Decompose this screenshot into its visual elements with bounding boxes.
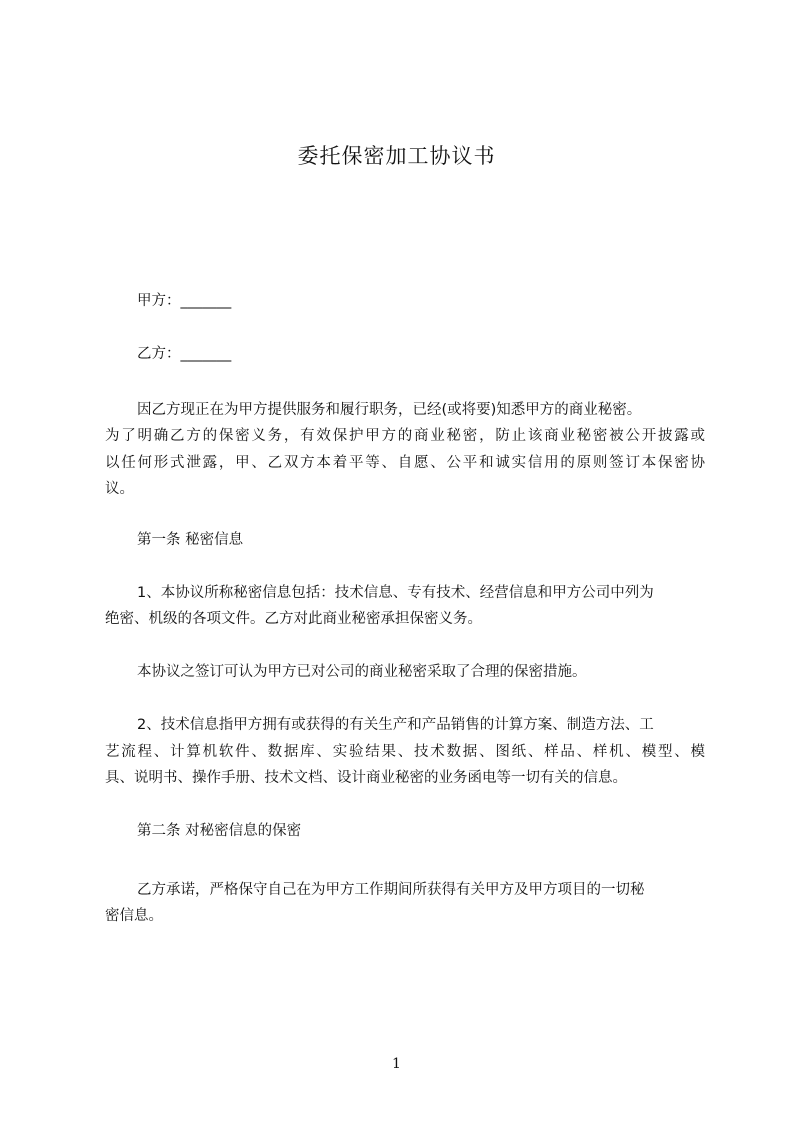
article-1-item-1-line-1: 1、本协议所称秘密信息包括：技术信息、专有技术、经营信息和甲方公司中列为 (137, 585, 654, 601)
document-title: 委托保密加工协议书 (297, 144, 496, 168)
article-1-heading: 第一条 秘密信息 (137, 532, 244, 548)
intro-line-1: 因乙方现正在为甲方提供服务和履行职务，已经(或将要)知悉甲方的商业秘密。 (137, 402, 642, 418)
article-1-item-1-line-2: 绝密、机级的各项文件。乙方对此商业秘密承担保密义务。 (105, 611, 482, 627)
article-1-item-2-line-3: 具、说明书、操作手册、技术文档、设计商业秘密的业务函电等一切有关的信息。 (105, 770, 627, 786)
article-2-paragraph-line-1: 乙方承诺，严格保守自己在为甲方工作期间所获得有关甲方及甲方项目的一切秘 (137, 882, 645, 898)
article-2-paragraph-line-2: 密信息。 (105, 908, 163, 924)
article-1-item-2-line-2: 艺流程、计算机软件、数据库、实验结果、技术数据、图纸、样品、样机、模型、模 (105, 744, 705, 760)
intro-line-2: 为了明确乙方的保密义务，有效保护甲方的商业秘密，防止该商业秘密被公开披露或 (105, 428, 705, 444)
party-a-line: 甲方：_______ (137, 293, 232, 309)
intro-line-4: 议。 (105, 481, 134, 497)
article-1-item-2-line-1: 2、技术信息指甲方拥有或获得的有关生产和产品销售的计算方案、制造方法、工 (137, 717, 654, 733)
intro-line-3: 以任何形式泄露，甲、乙双方本着平等、自愿、公平和诚实信用的原则签订本保密协 (105, 455, 705, 471)
party-b-line: 乙方：_______ (137, 346, 232, 362)
article-2-heading: 第二条 对秘密信息的保密 (137, 823, 302, 839)
article-1-measures-paragraph: 本协议之签订可认为甲方已对公司的商业秘密采取了合理的保密措施。 (137, 664, 587, 680)
page-number: 1 (392, 1056, 401, 1072)
